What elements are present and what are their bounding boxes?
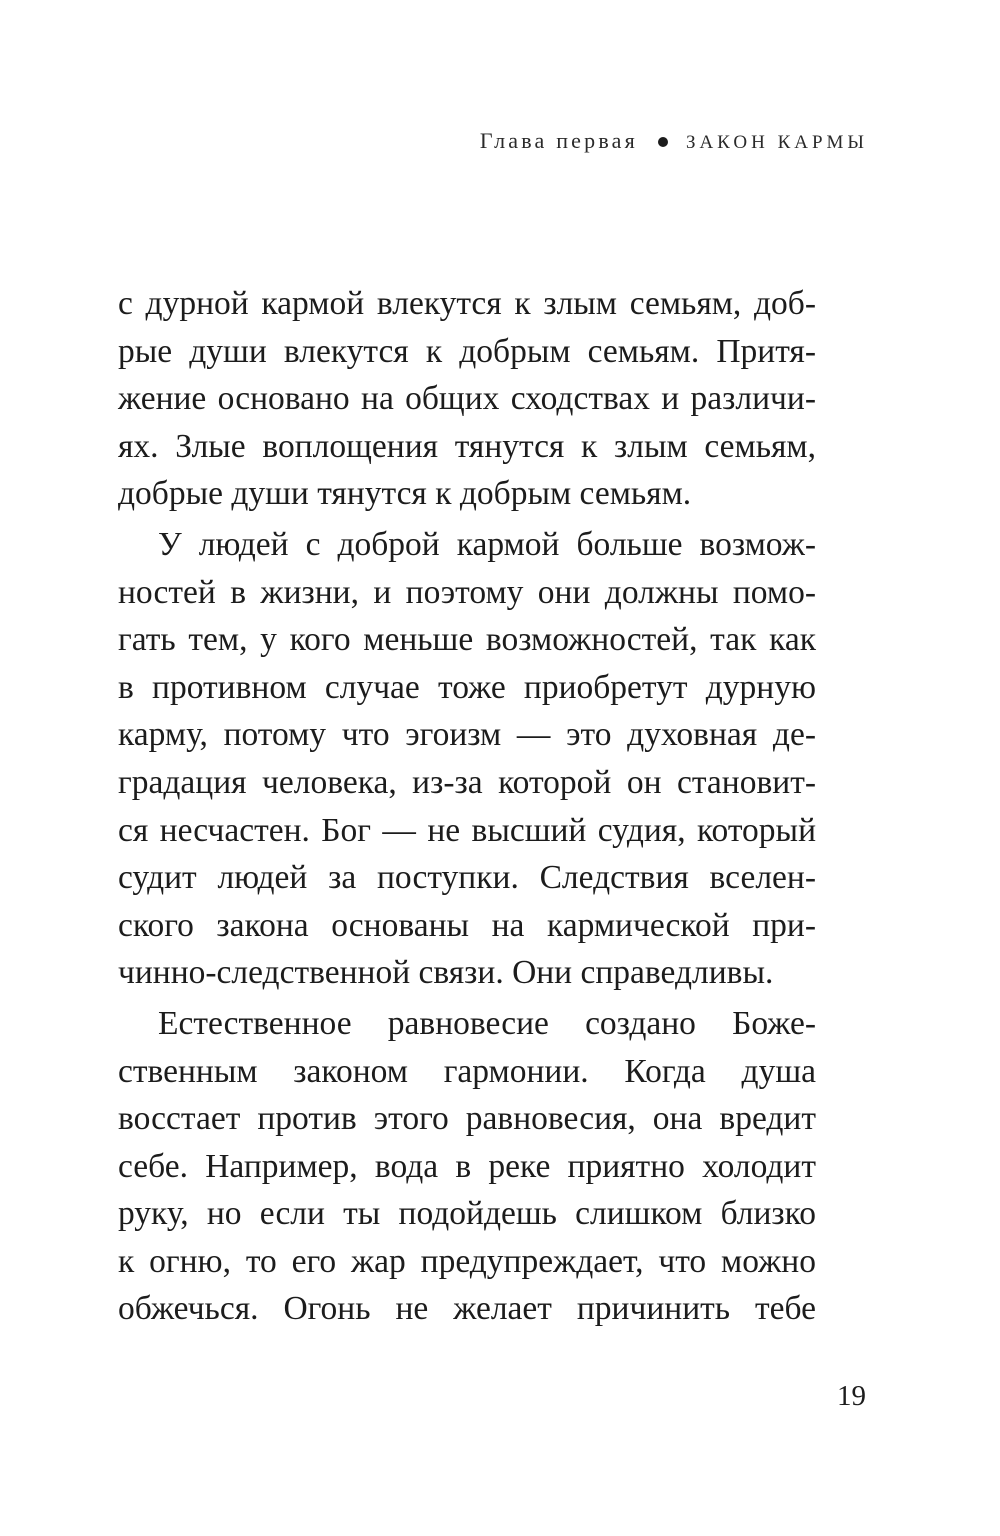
text-line: рые души влекутся к добрым семьям. Притя- [118, 332, 816, 370]
text-line: себе. Например, вода в реке приятно холодит [118, 1147, 816, 1185]
text-line: карму, потому что эгоизм — это духовная де- [118, 716, 816, 754]
body-text [118, 280, 816, 1333]
text-line: жение основано на общих сходствах и различи- [118, 380, 816, 418]
running-header [480, 128, 868, 154]
paragraph-3 [118, 1000, 816, 1333]
paragraph-1 [118, 280, 816, 518]
text-line: ях. Злые воплощения тянутся к злым семьям, [118, 427, 816, 465]
paragraph-2 [118, 521, 816, 997]
text-line: ностей в жизни, и поэтому они должны помо- [118, 573, 816, 611]
text-line: руку, но если ты подойдешь слишком близко [118, 1195, 816, 1233]
text-line: обжечься. Огонь не желает причинить тебе [118, 1290, 816, 1328]
page-number: 19 [837, 1380, 866, 1412]
section-title: ЗАКОН КАРМЫ [685, 132, 868, 153]
text-line: градация человека, из-за которой он становит- [118, 763, 816, 801]
text-line: судит людей за поступки. Следствия вселен- [118, 859, 816, 897]
text-line: ского закона основаны на кармической при- [118, 906, 816, 944]
text-line: восстает против этого равновесия, она вредит [118, 1100, 816, 1138]
text-line: с дурной кармой влекутся к злым семьям, доб- [118, 285, 816, 322]
text-line: гать тем, у кого меньше возможностей, так как [118, 621, 816, 659]
chapter-title: Глава первая [479, 128, 638, 153]
text-line: в противном случае тоже приобретут дурную [118, 668, 816, 706]
text-line: Естественное равновесие создано Боже- [158, 1004, 816, 1042]
text-line: ся несчастен. Бог — не высший судия, который [118, 811, 816, 849]
text-line: ственным законом гармонии. Когда душа [118, 1052, 816, 1090]
text-line: У людей с доброй кармой больше возмож- [158, 525, 816, 563]
text-line: чинно-следственной связи. Они справедливы. [118, 954, 774, 992]
text-line: добрые души тянутся к добрым семьям. [118, 475, 692, 513]
bullet-separator-icon [658, 137, 668, 147]
text-line: к огню, то его жар предупреждает, что можно [118, 1242, 816, 1280]
